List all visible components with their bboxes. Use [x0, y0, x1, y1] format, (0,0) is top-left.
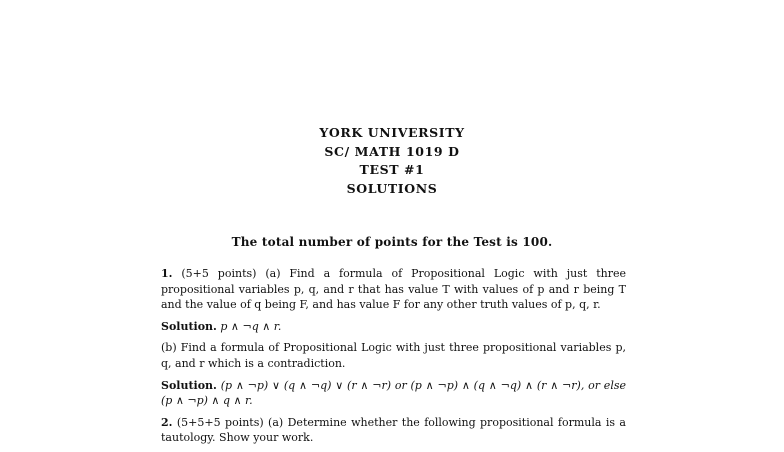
problem-2a	[161, 415, 626, 446]
test-title: TEST #1	[359, 162, 425, 177]
total-points-statement: The total number of points for the Test is 100.	[231, 235, 553, 249]
university-name: YORK UNIVERSITY	[319, 125, 465, 140]
document-body	[161, 266, 626, 452]
solution-label: Solution.	[161, 319, 217, 333]
problem-2-number: 2.	[161, 415, 173, 429]
problem-1a	[161, 266, 626, 313]
course-code: SC/ MATH 1019 D	[324, 143, 460, 159]
solutions-title: SOLUTIONS	[346, 180, 438, 196]
document-header	[0, 124, 784, 198]
problem-1a-text: (5+5 points) (a) Find a formula of Propositional Logic with just three propositional variables p, q, and r that has value T with values of p and r being T and the value of q being F, and has value F for any other truth values of p, q, r.	[161, 267, 626, 312]
solution-1a	[161, 319, 626, 335]
problem-1-number: 1.	[161, 267, 173, 280]
solution-1a-formula: p ∧ ¬q ∧ r.	[216, 319, 282, 333]
problem-1b-text: (b) Find a formula of Propositional Logic with just three propositional variables p, q, and r which is a contradiction.	[161, 341, 626, 370]
problem-1b	[161, 340, 626, 371]
problem-2a-text: (5+5+5 points) (a) Determine whether the following propositional formula is a tautology. Show your work.	[161, 415, 626, 445]
solution-1b-formula: (p ∧ ¬p) ∨ (q ∧ ¬q) ∨ (r ∧ ¬r) or (p ∧ ¬p) ∧ (q ∧ ¬q) ∧ (r ∧ ¬r), or else (p ∧ ¬p) ∧ q ∧ r.	[161, 378, 626, 408]
solution-label: Solution.	[161, 378, 217, 392]
solution-1b	[161, 378, 626, 409]
